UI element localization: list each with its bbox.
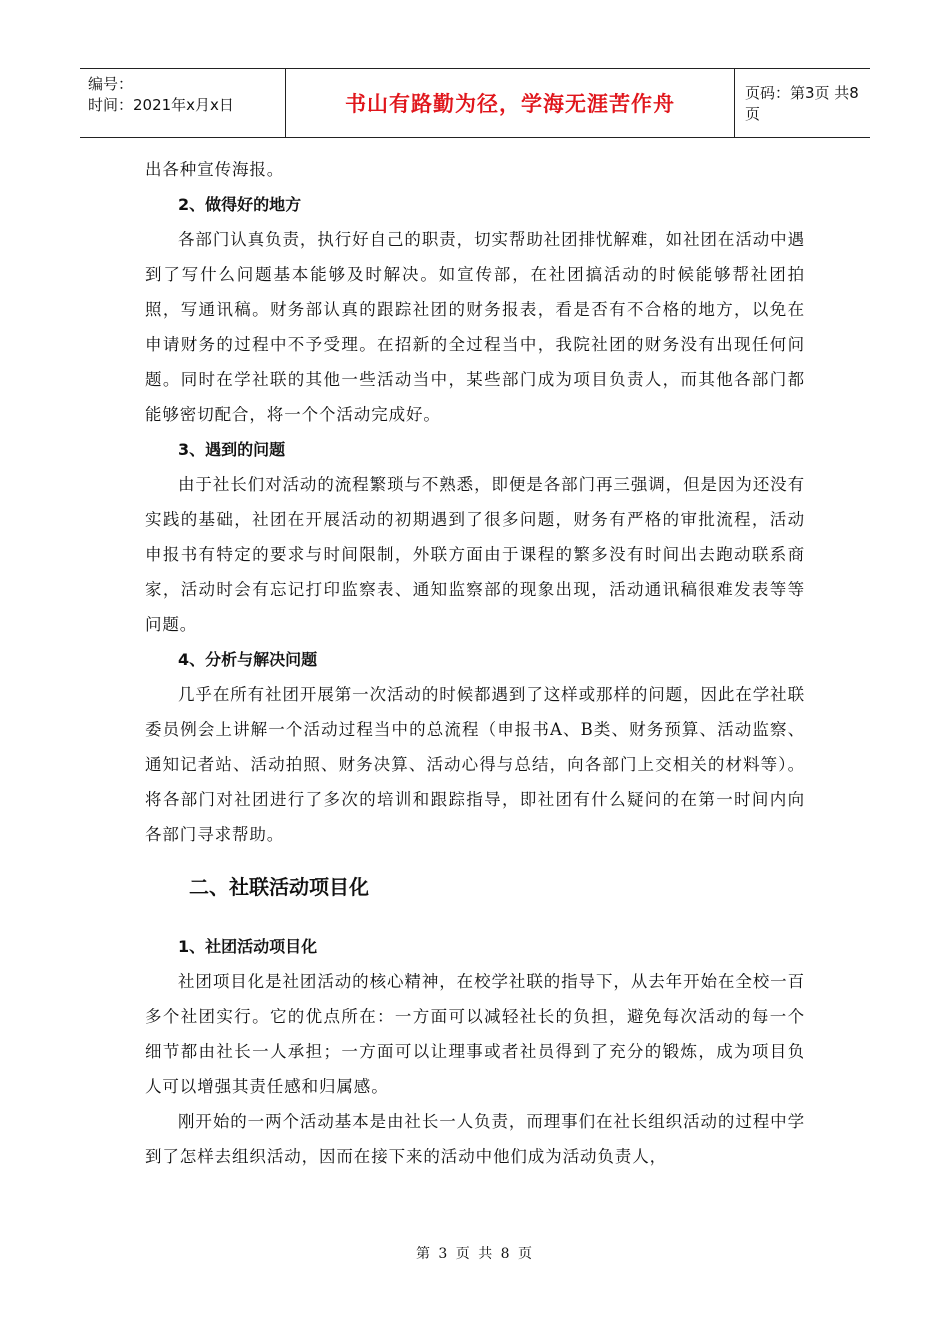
document-number-label: 编号： bbox=[88, 75, 134, 93]
page-footer: 第 3 页 共 8 页 bbox=[415, 1246, 535, 1262]
paragraph: 几乎在所有社团开展第一次活动的时候都遇到了这样或那样的问题，因此在学社联委员例会上讲解一个活动过程当中的总流程（申报书A、B类、财务预算、活动监察、通知记者站、活动拍照、财务决算、活动心得与总结，向各部门上交相关的材料等）。将各部门对社团进行了多次的培训和跟踪指导，即社团有什么疑问的在第一时间内向各部门寻求帮助。 bbox=[145, 685, 805, 844]
paragraph: 出各种宣传海报。 bbox=[145, 160, 285, 179]
header-motto: 书山有路勤为径，学海无涯苦作舟 bbox=[285, 69, 735, 137]
paragraph: 刚开始的一两个活动基本是由社长一人负责，而理事们在社长组织活动的过程中学到了怎样去组织活动，因而在接下来的活动中他们成为活动负责人， bbox=[145, 1112, 805, 1166]
paragraph: 由于社长们对活动的流程繁琐与不熟悉，即便是各部门再三强调，但是因为还没有实践的基础，社团在开展活动的初期遇到了很多问题，财务有严格的审批流程，活动申报书有特定的要求与时间限制，外联方面由于课程的繁多没有时间出去跑动联系商家，活动时会有忘记打印监察表、通知监察部的现象出现，活动通讯稿很难发表等等问题。 bbox=[145, 475, 805, 634]
document-date-label: 时间：2021年x月x日 bbox=[88, 96, 234, 114]
page-header bbox=[80, 68, 870, 138]
header-page-info: 页码：第3页 共8页 bbox=[745, 84, 859, 123]
subheading-project: 1、社团活动项目化 bbox=[178, 937, 318, 956]
subheading-problems: 3、遇到的问题 bbox=[178, 440, 286, 459]
subheading-analysis: 4、分析与解决问题 bbox=[178, 650, 318, 669]
section-heading: 二、社联活动项目化 bbox=[189, 875, 369, 899]
paragraph: 各部门认真负责，执行好自己的职责，切实帮助社团排忧解难，如社团在活动中遇到了写什么问题基本能够及时解决。如宣传部，在社团搞活动的时候能够帮社团拍照，写通讯稿。财务部认真的跟踪社团的财务报表，看是否有不合格的地方，以免在申请财务的过程中不予受理。在招新的全过程当中，我院社团的财务没有出现任何问题。同时在学社联的其他一些活动当中，某些部门成为项目负责人，而其他各部门都能够密切配合，将一个个活动完成好。 bbox=[145, 230, 805, 424]
subheading-done-well: 2、做得好的地方 bbox=[178, 195, 302, 214]
paragraph: 社团项目化是社团活动的核心精神，在校学社联的指导下，从去年开始在全校一百多个社团实行。它的优点所在：一方面可以减轻社长的负担，避免每次活动的每一个细节都由社长一人承担；一方面可以让理事或者社员得到了充分的锻炼，成为项目负人可以增强其责任感和归属感。 bbox=[145, 972, 805, 1096]
header-meta bbox=[80, 69, 285, 137]
document-body bbox=[145, 152, 805, 1174]
